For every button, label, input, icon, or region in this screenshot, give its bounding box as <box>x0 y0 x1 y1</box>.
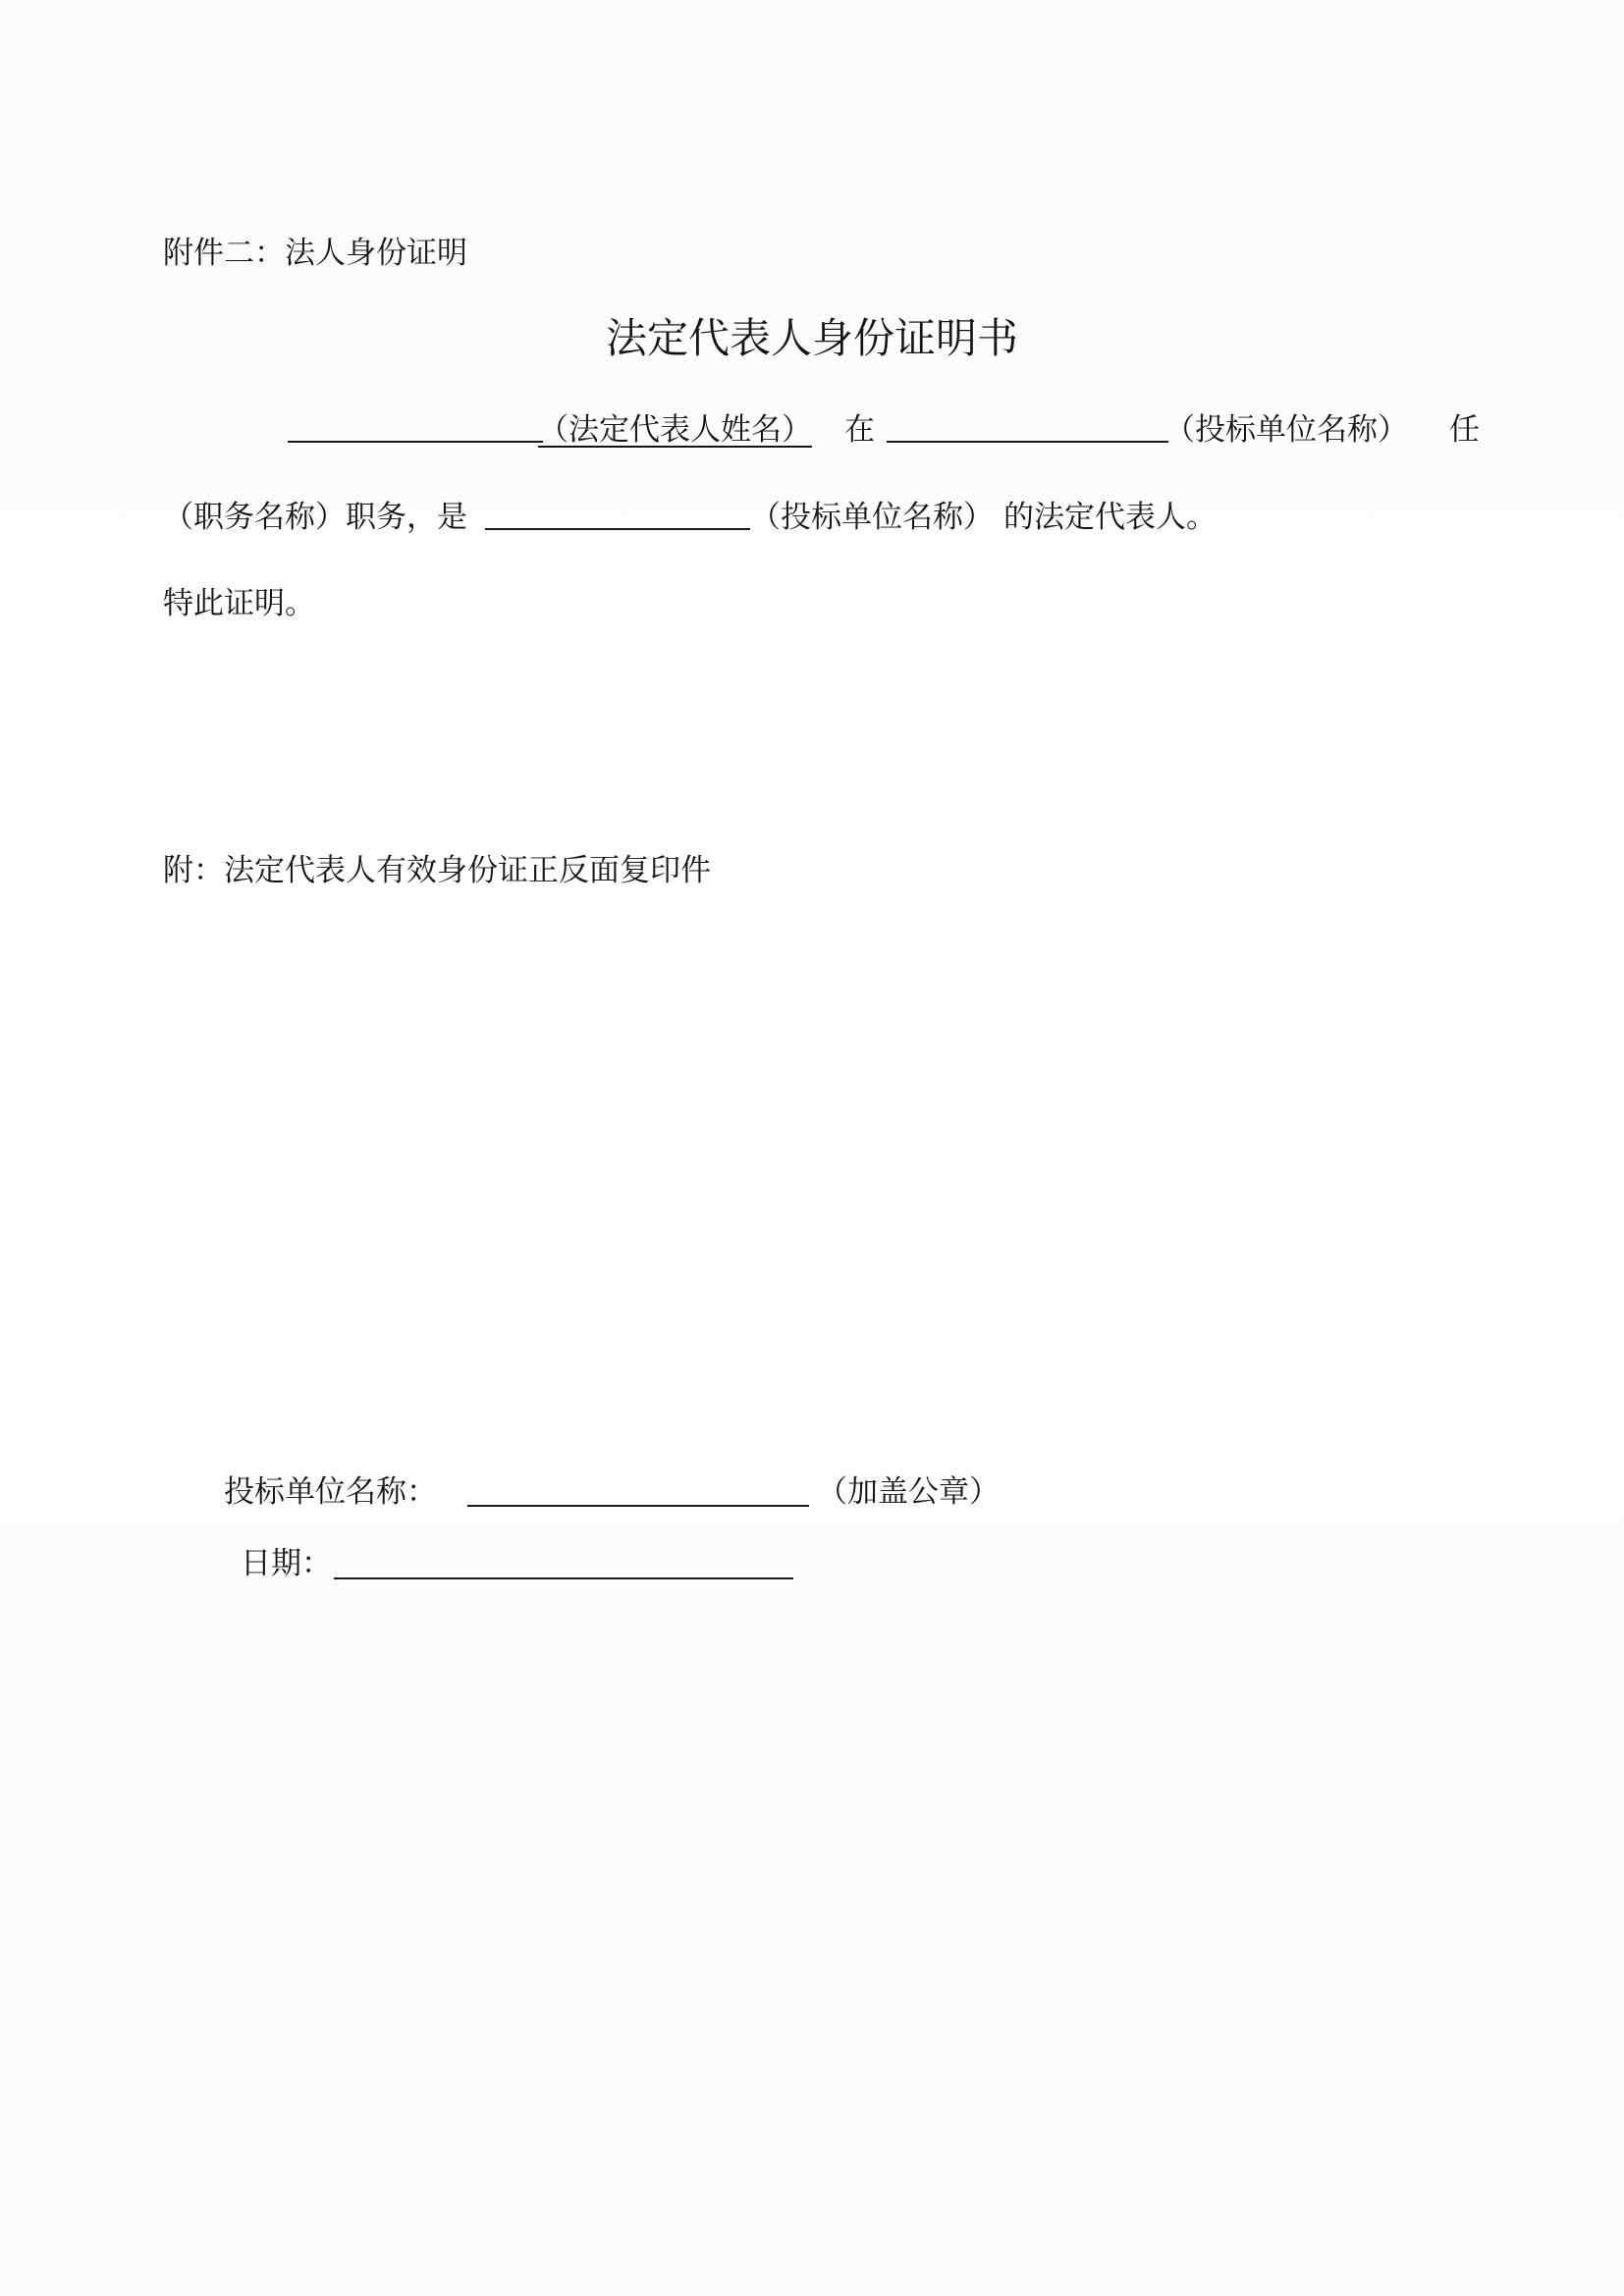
bidder-unit-sign-blank[interactable] <box>467 1505 809 1507</box>
bidder-unit-hint-2: （投标单位名称） <box>750 500 994 535</box>
seal-hint: （加盖公章） <box>817 1474 1000 1510</box>
date-blank[interactable] <box>334 1577 793 1579</box>
bidder-unit-blank-2[interactable] <box>485 528 750 530</box>
attachment-heading: 附件二：法人身份证明 <box>163 236 467 271</box>
bidder-unit-hint-1: （投标单位名称） <box>1164 412 1408 448</box>
legal-rep-name-hint: （法定代表人姓名） <box>538 412 812 448</box>
bidder-unit-blank-1[interactable] <box>887 441 1168 443</box>
legal-rep-tail: 的法定代表人。 <box>1003 500 1217 535</box>
bidder-unit-label: 投标单位名称： <box>224 1474 437 1510</box>
legal-rep-name-blank[interactable] <box>288 441 543 443</box>
date-label: 日期： <box>241 1546 332 1581</box>
serve-word: 任 <box>1449 412 1480 448</box>
in-word: 在 <box>844 412 875 448</box>
document-title: 法定代表人身份证明书 <box>605 314 1018 362</box>
certify-text: 特此证明。 <box>163 586 315 621</box>
attachment-note: 附：法定代表人有效身份证正反面复印件 <box>163 853 711 888</box>
position-hint: （职务名称）职务，是 <box>163 500 467 535</box>
